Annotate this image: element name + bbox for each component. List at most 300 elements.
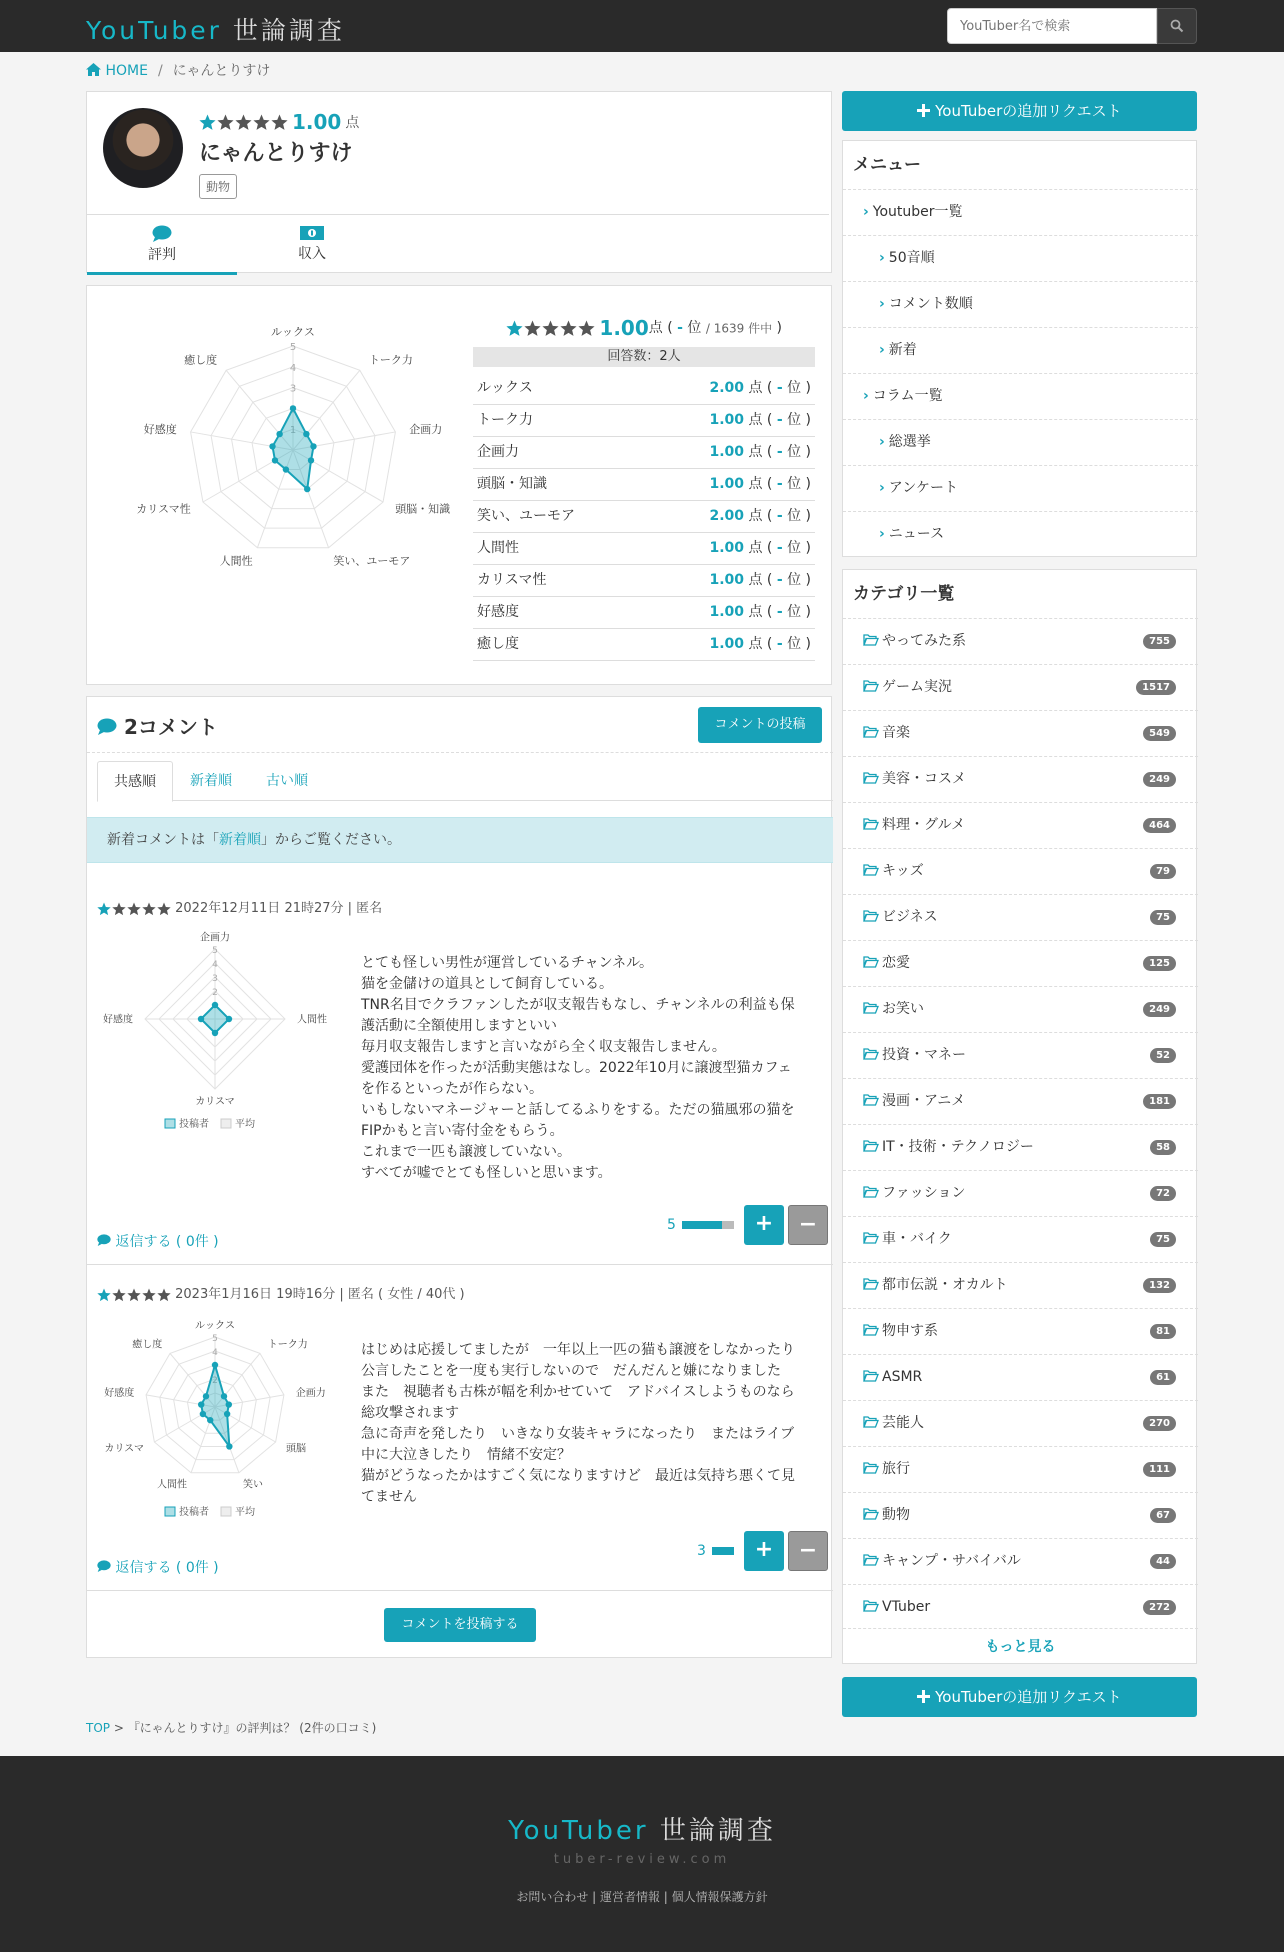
radar-point	[276, 431, 282, 437]
comment-icon	[97, 1560, 111, 1572]
rating-value: 2.00 点 ( - 位 )	[709, 508, 811, 524]
star-icon	[142, 1288, 156, 1302]
folder-icon	[863, 1094, 878, 1106]
star-icon	[157, 902, 171, 916]
star-icon	[199, 114, 216, 131]
menu-item[interactable]: › コラム一覧	[843, 373, 1198, 419]
comments-panel	[86, 696, 832, 1658]
category-label: 投資・マネー	[882, 1047, 966, 1063]
folder-icon	[863, 1462, 878, 1474]
category-label: 都市伝説・オカルト	[882, 1277, 1008, 1293]
category-item[interactable]	[843, 1492, 1198, 1538]
rating-value: 1.00 点 ( - 位 )	[709, 604, 811, 620]
category-label: 芸能人	[882, 1415, 924, 1431]
category-tag[interactable]: 動物	[199, 174, 237, 199]
radar-point	[269, 443, 275, 449]
category-title: カテゴリ一覧	[853, 584, 955, 604]
star-icon	[217, 114, 234, 131]
comments-title: 2コメント	[97, 711, 218, 740]
legend-poster: 投稿者	[179, 1119, 209, 1130]
category-item[interactable]	[843, 986, 1198, 1032]
radar-axis-label: 人間性	[219, 554, 253, 568]
menu-item[interactable]: › コメント数順	[843, 281, 1198, 327]
rating-label: ルックス	[477, 380, 533, 396]
plus-icon	[917, 1690, 930, 1703]
radar-axis-label: カリスマ	[104, 1443, 144, 1455]
radar-axis-label: 企画力	[200, 932, 230, 944]
comment-line: 急に奇声を発したり いきなり女装キャラになったり またはライブ中に大泣きしたり 情緒不安定？	[361, 1426, 795, 1463]
chevron-right-icon: ›	[863, 388, 869, 404]
category-label: お笑い	[882, 1001, 924, 1017]
category-count-badge: 125	[1143, 956, 1176, 971]
chevron-right-icon: ›	[879, 480, 885, 496]
category-count-badge: 1517	[1136, 680, 1176, 695]
search-button[interactable]	[1157, 8, 1197, 44]
folder-icon	[863, 1140, 878, 1152]
menu-item[interactable]: › 50音順	[843, 235, 1198, 281]
downvote-button[interactable]: −	[788, 1531, 828, 1571]
category-count-badge: 249	[1143, 772, 1176, 787]
rating-row	[473, 469, 815, 501]
folder-icon	[863, 818, 878, 830]
chevron-right-icon: ›	[879, 526, 885, 542]
radar-point	[212, 1002, 218, 1008]
rating-value: 1.00 点 ( - 位 )	[709, 540, 811, 556]
category-item[interactable]	[843, 1538, 1198, 1584]
home-icon	[86, 63, 101, 76]
folder-icon	[863, 1324, 878, 1336]
category-label: IT・技術・テクノロジー	[882, 1139, 1034, 1155]
radar-point	[303, 431, 309, 437]
breadcrumb: HOME / にゃんとりすけ	[86, 60, 270, 80]
star-icon	[560, 320, 577, 337]
radar-axis-label: 好感度	[103, 1014, 133, 1026]
star-rating	[506, 320, 595, 337]
downvote-button[interactable]: −	[788, 1205, 828, 1245]
radar-point	[212, 1362, 218, 1368]
star-rating	[97, 902, 171, 916]
folder-icon	[863, 956, 878, 968]
star-icon	[142, 902, 156, 916]
radar-axis-label: 好感度	[104, 1388, 135, 1400]
star-icon	[253, 114, 270, 131]
rating-row	[473, 597, 815, 629]
sidebar-categories	[842, 569, 1197, 1664]
response-count: 回答数：2人	[473, 347, 815, 367]
folder-icon	[863, 864, 878, 876]
rating-summary: 1.00点 ( - 位 / 1639 件中 )	[473, 316, 815, 340]
category-item[interactable]	[843, 664, 1198, 710]
radar-point	[226, 1443, 232, 1449]
legend-swatch-average	[221, 1119, 231, 1128]
channel-name: にゃんとりすけ	[199, 141, 353, 166]
category-count-badge: 272	[1143, 1600, 1176, 1615]
category-count-badge: 270	[1143, 1416, 1176, 1431]
chevron-right-icon: ›	[879, 434, 885, 450]
add-youtuber-request-button[interactable]: YouTuberの追加リクエスト	[842, 91, 1197, 131]
footer-top-link[interactable]: TOP	[86, 1721, 111, 1735]
category-label: VTuber	[882, 1599, 931, 1615]
rating-value: 1.00 点 ( - 位 )	[709, 572, 811, 588]
star-icon	[542, 320, 559, 337]
radar-point	[226, 1401, 232, 1407]
legend-poster: 投稿者	[179, 1507, 209, 1518]
folder-icon	[863, 726, 878, 738]
category-count-badge: 61	[1150, 1370, 1176, 1385]
comment-radar-chart	[87, 1311, 327, 1518]
category-item[interactable]	[843, 802, 1198, 848]
radar-axis-label: ルックス	[195, 1320, 235, 1332]
star-icon	[97, 902, 111, 916]
radar-axis-label: 癒し度	[184, 353, 218, 367]
category-count-badge: 181	[1143, 1094, 1176, 1109]
star-icon	[127, 902, 141, 916]
star-rating	[199, 114, 288, 131]
menu-item[interactable]: › ニュース	[843, 511, 1198, 557]
rating-row	[473, 373, 815, 405]
radar-point	[221, 1393, 227, 1399]
vote-count: 3	[697, 1543, 706, 1559]
rating-value: 2.00 点 ( - 位 )	[709, 380, 811, 396]
legend-average: 平均	[235, 1507, 255, 1518]
radar-axis-label: トーク力	[368, 353, 413, 367]
radar-chart	[87, 306, 457, 676]
radar-point	[310, 443, 316, 449]
chevron-right-icon: ›	[863, 204, 869, 220]
star-icon	[127, 1288, 141, 1302]
category-count-badge: 249	[1143, 1002, 1176, 1017]
category-count-badge: 464	[1143, 818, 1176, 833]
category-label: ビジネス	[882, 909, 938, 925]
profile-score: 1.00 点	[199, 110, 359, 134]
folder-icon	[863, 1278, 878, 1290]
radar-axis-label: 好感度	[143, 423, 177, 437]
rating-label: トーク力	[477, 412, 533, 428]
category-item[interactable]	[843, 940, 1198, 986]
comment-line: TNR名目でクラファンしたが収支報告もなし、チャンネルの利益も保護活動に全額使用しますといい	[361, 997, 795, 1034]
newest-link[interactable]: 新着順	[219, 832, 261, 848]
search-form	[947, 8, 1197, 44]
upvote-button[interactable]: +	[744, 1205, 784, 1245]
category-item[interactable]	[843, 1124, 1198, 1170]
radar-axis-label: 人間性	[297, 1014, 327, 1026]
folder-icon	[863, 634, 878, 646]
star-icon	[578, 320, 595, 337]
comment-line: すべてが嘘でとても怪しいと思います。	[361, 1165, 612, 1181]
rating-value: 1.00 点 ( - 位 )	[709, 412, 811, 428]
tab-sort-newest[interactable]: 新着順	[190, 773, 232, 789]
category-count-badge: 755	[1143, 634, 1176, 649]
footer-logo[interactable]: YouTuber 世論調査	[508, 1816, 776, 1846]
info-notice: 新着コメントは「新着順」からご覧ください。	[87, 817, 833, 863]
radar-point	[304, 486, 310, 492]
category-count-badge: 72	[1150, 1186, 1176, 1201]
radar-tick-label: 4	[212, 1348, 218, 1358]
comment-line: 猫がどうなったかはすごく気になりますけど 最近は気持ち悪くて見てません	[361, 1468, 795, 1505]
star-icon	[97, 1288, 111, 1302]
category-count-badge: 549	[1143, 726, 1176, 741]
sidebar-menu	[842, 140, 1197, 557]
post-comment-bottom-button[interactable]: コメントを投稿する	[384, 1608, 536, 1642]
folder-icon	[863, 1600, 878, 1612]
category-label: ゲーム実況	[882, 679, 952, 695]
vote-ratio-bar	[712, 1547, 734, 1555]
radar-axis-label: ルックス	[271, 325, 315, 339]
legend-swatch-poster	[165, 1119, 175, 1128]
plus-icon	[917, 104, 930, 117]
category-label: 旅行	[882, 1461, 910, 1477]
category-count-badge: 58	[1150, 1140, 1176, 1155]
menu-title: メニュー	[853, 155, 921, 175]
rating-row	[473, 405, 815, 437]
radar-series-area	[201, 1005, 229, 1033]
radar-axis-label: カリスマ性	[136, 502, 191, 516]
rating-row	[473, 629, 815, 661]
profile-tabs	[87, 214, 829, 274]
category-label: 動物	[882, 1507, 910, 1523]
radar-point	[283, 466, 289, 472]
legend-average: 平均	[235, 1119, 255, 1130]
category-label: 漫画・アニメ	[882, 1093, 966, 1109]
radar-point	[224, 1411, 230, 1417]
radar-point	[272, 457, 278, 463]
radar-axis-label: 頭脳	[286, 1443, 307, 1455]
menu-item[interactable]: › アンケート	[843, 465, 1198, 511]
rating-label: 企画力	[477, 444, 519, 460]
folder-icon	[863, 772, 878, 784]
category-label: 料理・グルメ	[882, 817, 966, 833]
legend-swatch-poster	[165, 1507, 175, 1516]
tab-reputation[interactable]: 評判	[87, 215, 237, 275]
folder-icon	[863, 1554, 878, 1566]
radar-point	[198, 1401, 204, 1407]
star-icon	[271, 114, 288, 131]
star-icon	[157, 1288, 171, 1302]
category-label: 恋愛	[882, 955, 910, 971]
comment-line: 愛護団体を作ったが活動実態はなし。2022年10月に譲渡型猫カフェを作るといったが作らない。	[361, 1060, 792, 1097]
star-icon	[506, 320, 523, 337]
category-item[interactable]	[843, 1170, 1198, 1216]
folder-icon	[863, 680, 878, 692]
category-label: やってみた系	[882, 633, 966, 649]
reply-link[interactable]: 返信する ( 0件 )	[97, 1231, 219, 1251]
comment-line: いもしないマネージャーと話してるふりをする。ただの猫風邪の猫をFIPかもと言い寄付金をもらう。	[361, 1102, 795, 1139]
menu-item[interactable]: › 総選挙	[843, 419, 1198, 465]
category-count-badge: 81	[1150, 1324, 1176, 1339]
chevron-right-icon: ›	[879, 296, 885, 312]
star-icon	[112, 1288, 126, 1302]
comment-body	[361, 1340, 801, 1508]
site-logo[interactable]: YouTuber 世論調査	[86, 16, 345, 45]
rating-value: 1.00 点 ( - 位 )	[709, 444, 811, 460]
radar-tick-label: 4	[212, 960, 218, 970]
radar-point	[200, 1411, 206, 1417]
star-rating	[97, 1288, 171, 1302]
menu-item[interactable]: › 新着	[843, 327, 1198, 373]
comment-line: とても怪しい男性が運営しているチャンネル。	[361, 955, 654, 971]
category-item[interactable]	[843, 1446, 1198, 1492]
comment-icon	[97, 718, 117, 735]
comment-line: これまで一匹も譲渡していない。	[361, 1144, 571, 1160]
radar-point	[203, 1393, 209, 1399]
radar-tick-label: 5	[289, 342, 297, 353]
rating-value: 1.00 点 ( - 位 )	[709, 636, 811, 652]
more-categories-link[interactable]: もっと見る	[843, 1628, 1198, 1664]
category-label: キッズ	[882, 863, 924, 879]
radar-point	[212, 1030, 218, 1036]
radar-tick-label: 4	[289, 362, 297, 374]
rating-label: 癒し度	[477, 636, 519, 652]
rating-label: カリスマ性	[477, 572, 547, 588]
category-item[interactable]	[843, 848, 1198, 894]
category-item[interactable]	[843, 1262, 1198, 1308]
category-count-badge: 79	[1150, 864, 1176, 879]
rating-label: 好感度	[477, 604, 519, 620]
radar-axis-label: 笑い	[243, 1479, 264, 1491]
category-label: 物申す系	[882, 1323, 938, 1339]
comment-line: 毎月収支報告しますと言いながら全く収支報告しません。	[361, 1039, 726, 1055]
category-label: ファッション	[882, 1185, 966, 1201]
profile-panel	[86, 91, 832, 273]
comment-icon	[97, 1234, 111, 1246]
category-item[interactable]	[843, 1354, 1198, 1400]
search-icon	[1170, 19, 1184, 33]
category-label: ASMR	[882, 1369, 923, 1385]
rating-label: 人間性	[477, 540, 519, 556]
radar-axis-label: トーク力	[267, 1339, 308, 1351]
post-comment-button[interactable]: コメントの投稿	[698, 707, 822, 743]
comment-sort-tabs	[97, 761, 833, 801]
radar-point	[198, 1016, 204, 1022]
category-item[interactable]	[843, 1584, 1198, 1630]
rating-row	[473, 437, 815, 469]
radar-tick-label: 3	[289, 383, 297, 395]
category-count-badge: 52	[1150, 1048, 1176, 1063]
rating-label: 笑い、ユーモア	[477, 508, 575, 524]
comment-line: はじめは応援してましたが 一年以上一匹の猫も譲渡をしなかったり公言したことを一度も実行しないので だんだんと嫌になりました	[361, 1342, 795, 1379]
radar-axis-label: 癒し度	[132, 1339, 163, 1351]
money-icon	[300, 225, 324, 241]
category-label: 車・バイク	[882, 1231, 952, 1247]
category-item[interactable]	[843, 1400, 1198, 1446]
tab-sort-empathy[interactable]: 共感順	[97, 761, 173, 802]
radar-axis-label: 頭脳・知識	[395, 502, 451, 516]
category-label: 音楽	[882, 725, 910, 741]
breadcrumb-current: にゃんとりすけ	[172, 63, 271, 79]
folder-icon	[863, 1186, 878, 1198]
rating-row	[473, 501, 815, 533]
radar-axis-label: 笑い、ユーモア	[333, 554, 411, 568]
radar-tick-label: 3	[212, 974, 218, 984]
comment-radar-chart	[87, 925, 327, 1130]
category-count-badge: 44	[1150, 1554, 1176, 1569]
star-icon	[524, 320, 541, 337]
comment-body	[361, 953, 801, 1184]
category-item[interactable]	[843, 894, 1198, 940]
folder-icon	[863, 1370, 878, 1382]
comment-icon	[152, 225, 172, 242]
category-count-badge: 75	[1150, 910, 1176, 925]
legend-swatch-average	[221, 1507, 231, 1516]
category-item[interactable]	[843, 1078, 1198, 1124]
radar-point	[207, 1417, 213, 1423]
add-youtuber-request-button-bottom[interactable]: YouTuberの追加リクエスト	[842, 1677, 1197, 1717]
star-icon	[235, 114, 252, 131]
rating-value: 1.00 点 ( - 位 )	[709, 476, 811, 492]
radar-series-area	[273, 408, 314, 489]
category-label: 美容・コスメ	[882, 771, 966, 787]
radar-point	[290, 405, 296, 411]
comment-line: 猫を金儲けの道具として飼育している。	[361, 976, 613, 992]
radar-tick-label: 5	[212, 946, 218, 956]
tab-sort-oldest[interactable]: 古い順	[266, 773, 308, 789]
category-item[interactable]	[843, 1308, 1198, 1354]
star-icon	[112, 902, 126, 916]
radar-point	[308, 457, 314, 463]
radar-axis-label: 企画力	[295, 1388, 326, 1400]
vote-count: 5	[667, 1217, 676, 1233]
breadcrumb-home[interactable]: HOME	[86, 63, 148, 79]
footer-links[interactable]: お問い合わせ | 運営者情報 | 個人情報保護方針	[516, 1890, 768, 1904]
radar-tick-label: 5	[212, 1334, 218, 1344]
folder-icon	[863, 1508, 878, 1520]
chevron-right-icon: ›	[879, 342, 885, 358]
category-item[interactable]	[843, 710, 1198, 756]
folder-icon	[863, 910, 878, 922]
rating-panel	[86, 285, 832, 685]
category-count-badge: 75	[1150, 1232, 1176, 1247]
folder-icon	[863, 1048, 878, 1060]
rating-label: 頭脳・知識	[477, 476, 547, 492]
category-label: キャンプ・サバイバル	[882, 1553, 1021, 1569]
category-item[interactable]	[843, 1216, 1198, 1262]
rating-row	[473, 533, 815, 565]
category-item[interactable]	[843, 618, 1198, 664]
rating-row	[473, 565, 815, 597]
folder-icon	[863, 1232, 878, 1244]
category-count-badge: 132	[1143, 1278, 1176, 1293]
category-item[interactable]	[843, 756, 1198, 802]
chevron-right-icon: ›	[879, 250, 885, 266]
search-input[interactable]	[947, 8, 1157, 44]
category-count-badge: 111	[1143, 1462, 1176, 1477]
top-header	[0, 0, 1284, 52]
radar-tick-label: 2	[212, 988, 218, 998]
comment-meta: 2023年1月16日 19時16分 | 匿名 ( 女性 / 40代 )	[97, 1283, 465, 1302]
radar-axis-label: 企画力	[409, 423, 443, 437]
avatar	[103, 108, 183, 188]
radar-point	[226, 1016, 232, 1022]
comment-line: また 視聴者も古株が幅を利かせていて アドバイスしようものなら総攻撃されます	[361, 1384, 795, 1421]
vote-controls	[667, 1205, 828, 1245]
category-count-badge: 67	[1150, 1508, 1176, 1523]
folder-icon	[863, 1416, 878, 1428]
reply-link[interactable]: 返信する ( 0件 )	[97, 1557, 219, 1577]
radar-axis-label: カリスマ	[195, 1096, 235, 1108]
menu-item[interactable]: › Youtuber一覧	[843, 189, 1198, 235]
vote-ratio-bar	[682, 1221, 734, 1229]
vote-controls	[697, 1531, 828, 1571]
site-footer	[0, 1756, 1284, 1952]
comment-meta: 2022年12月11日 21時27分 | 匿名	[97, 897, 382, 916]
footer-breadcrumb: TOP > 『にゃんとりすけ』の評判は？ (2件の口コミ)	[86, 1721, 377, 1735]
folder-icon	[863, 1002, 878, 1014]
radar-axis-label: 人間性	[156, 1479, 187, 1491]
tab-income[interactable]: 収入	[237, 215, 387, 275]
upvote-button[interactable]: +	[744, 1531, 784, 1571]
category-item[interactable]	[843, 1032, 1198, 1078]
footer-domain: tuber-review.com	[553, 1852, 731, 1867]
